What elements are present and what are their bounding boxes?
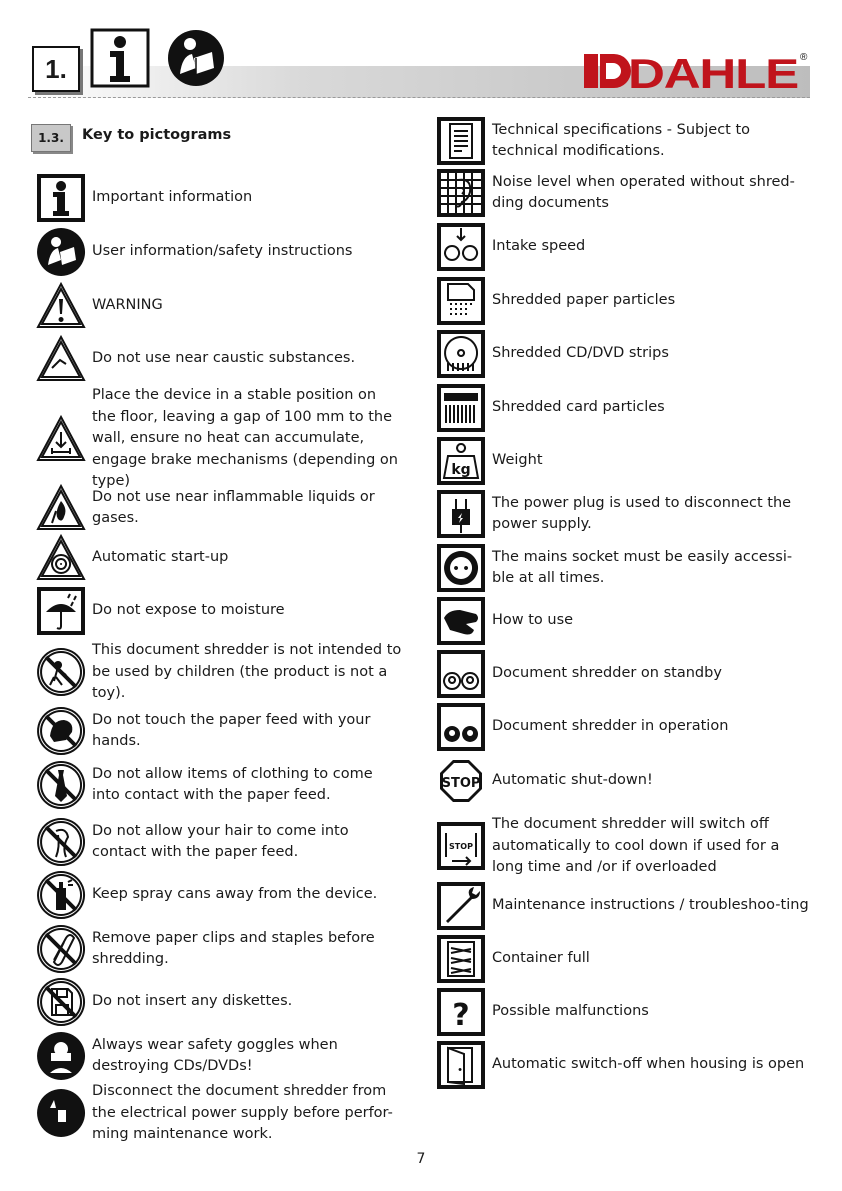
- no-paperclip-icon: [36, 924, 86, 974]
- dahle-logo: [584, 48, 810, 92]
- ear-noise-icon: [436, 168, 486, 218]
- pictogram-row: [36, 760, 402, 810]
- container-full-icon: [436, 934, 486, 984]
- pictogram-description: Do not allow items of clothing to come into contact with the paper feed.: [92, 765, 373, 803]
- pictogram-row: [436, 649, 810, 699]
- pictogram-description: Shredded CD/DVD strips: [492, 345, 669, 362]
- wrench-icon: [436, 881, 486, 931]
- pictogram-row: [436, 383, 810, 433]
- pictogram-description: Shredded paper particles: [492, 292, 676, 309]
- pictogram-row: [436, 116, 810, 166]
- svg-text:STOP: STOP: [449, 842, 473, 852]
- logo-text: DAHLE: [628, 50, 798, 92]
- pictogram-description: Technical specifications - Subject to technical modifications.: [492, 121, 751, 159]
- document-icon: [436, 116, 486, 166]
- pictogram-row: [436, 934, 810, 984]
- pictogram-description: Automatic start-up: [92, 549, 229, 566]
- pictogram-row: [36, 173, 402, 223]
- pictogram-row: [36, 640, 402, 705]
- paper-particles-icon: [436, 276, 486, 326]
- pictogram-row: [36, 533, 402, 583]
- header-divider: [28, 97, 810, 98]
- pictogram-row: [436, 987, 810, 1037]
- pictogram-description: Place the device in a stable position on the floor, leaving a gap of 100 mm to the wall, ensure no heat can accumulate, engage brake mechanisms (depending on type): [92, 387, 398, 489]
- pictogram-description: Always wear safety goggles when destroying CDs/DVDs!: [92, 1036, 338, 1074]
- pictogram-row: [436, 329, 810, 379]
- pictogram-description: Disconnect the document shredder from the electrical power supply before perfor-ming maintenance work.: [92, 1083, 393, 1142]
- pictogram-row: [36, 385, 402, 493]
- pictogram-row: [36, 1081, 402, 1146]
- intake-speed-icon: [436, 222, 486, 272]
- logo-registered-mark: ®: [800, 52, 808, 63]
- weight-icon: [436, 436, 486, 486]
- svg-text:STOP: STOP: [441, 776, 481, 791]
- no-hands-icon: [36, 706, 86, 756]
- pictogram-row: [36, 281, 402, 331]
- pictogram-description: Do not allow your hair to come into contact with the paper feed.: [92, 822, 349, 860]
- pictogram-description: Do not expose to moisture: [92, 602, 285, 619]
- no-diskette-icon: [36, 977, 86, 1027]
- pictogram-description: Automatic switch-off when housing is open: [492, 1056, 805, 1073]
- gears-operation-icon: [436, 702, 486, 752]
- gears-standby-icon: [436, 649, 486, 699]
- pictogram-row: [436, 276, 810, 326]
- pictogram-description: WARNING: [92, 297, 163, 314]
- caustic-icon: [36, 334, 86, 384]
- pictogram-description: Document shredder in operation: [492, 718, 729, 735]
- no-tie-icon: [36, 760, 86, 810]
- pictogram-description: The document shredder will switch off automatically to cool down if used for a long time and /or if overloaded: [492, 816, 780, 875]
- pictogram-row: [436, 1040, 810, 1090]
- read-manual-icon: [36, 227, 86, 277]
- card-particles-icon: [436, 383, 486, 433]
- pictogram-description: Noise level when operated without shred-ding documents: [492, 173, 795, 211]
- no-hair-icon: [36, 817, 86, 867]
- pictogram-row: [436, 756, 810, 806]
- socket-icon: [436, 543, 486, 593]
- pictogram-row: [36, 817, 402, 867]
- pictogram-description: Remove paper clips and staples before shredding.: [92, 929, 375, 967]
- stop-icon: [436, 756, 486, 806]
- pictogram-row: [436, 702, 810, 752]
- pictogram-row: [36, 483, 402, 533]
- auto-start-icon: [36, 533, 86, 583]
- pictogram-row: [36, 924, 402, 974]
- pictogram-row: [436, 596, 810, 646]
- svg-text:kg: kg: [451, 462, 471, 478]
- pictogram-description: The power plug is used to disconnect the power supply.: [492, 494, 792, 532]
- no-spray-icon: [36, 870, 86, 920]
- svg-text:?: ?: [452, 998, 470, 1033]
- pictogram-row: [36, 706, 402, 756]
- pictogram-description: Maintenance instructions / troubleshoo-ting: [492, 897, 809, 914]
- pictogram-row: [36, 586, 402, 636]
- section-number: 1.3.: [31, 124, 71, 152]
- pictogram-row: [436, 489, 810, 539]
- question-icon: [436, 987, 486, 1037]
- pictogram-description: Do not touch the paper feed with your hands.: [92, 711, 371, 749]
- pictogram-description: Keep spray cans away from the device.: [92, 886, 378, 903]
- pictogram-description: Important information: [92, 189, 253, 206]
- pictogram-description: Do not insert any diskettes.: [92, 993, 293, 1010]
- pictogram-description: Container full: [492, 950, 590, 967]
- read-manual-icon: [166, 28, 226, 88]
- info-icon: [36, 173, 86, 223]
- pictogram-description: Do not use near caustic substances.: [92, 350, 356, 367]
- pictogram-row: [436, 814, 810, 879]
- pictogram-row: [36, 870, 402, 920]
- pictogram-row: [436, 168, 810, 218]
- pictogram-description: The mains socket must be easily accessi-ble at all times.: [492, 548, 793, 586]
- pictogram-description: Weight: [492, 452, 543, 469]
- pictogram-row: [36, 334, 402, 384]
- pictogram-description: Intake speed: [492, 238, 586, 255]
- hand-icon: [436, 596, 486, 646]
- info-icon: [90, 28, 150, 88]
- pictogram-row: [436, 222, 810, 272]
- pictogram-description: User information/safety instructions: [92, 243, 353, 260]
- cd-strips-icon: [436, 329, 486, 379]
- warning-icon: [36, 281, 86, 331]
- pictogram-description: This document shredder is not intended to be used by children (the product is not a toy).: [92, 642, 402, 701]
- thermal-stop-icon: [436, 821, 486, 871]
- pictogram-description: Shredded card particles: [492, 399, 665, 416]
- no-children-icon: [36, 647, 86, 697]
- stable-position-icon: [36, 414, 86, 464]
- goggles-icon: [36, 1031, 86, 1081]
- pictogram-row: [436, 881, 810, 931]
- pictogram-description: Do not use near inflammable liquids or gases.: [92, 488, 375, 526]
- flammable-icon: [36, 483, 86, 533]
- page-number: 7: [416, 1151, 426, 1167]
- pictogram-row: [36, 1031, 402, 1081]
- pictogram-description: Possible malfunctions: [492, 1003, 649, 1020]
- pictogram-row: [436, 543, 810, 593]
- door-open-icon: [436, 1040, 486, 1090]
- pictogram-description: How to use: [492, 612, 574, 629]
- chapter-number: 1.: [32, 46, 80, 92]
- power-plug-icon: [436, 489, 486, 539]
- umbrella-icon: [36, 586, 86, 636]
- pictogram-description: Automatic shut-down!: [492, 772, 653, 789]
- pictogram-description: Document shredder on standby: [492, 665, 722, 682]
- section-title: Key to pictograms: [82, 127, 232, 143]
- pictogram-row: [436, 436, 810, 486]
- unplug-icon: [36, 1088, 86, 1138]
- pictogram-row: [36, 227, 402, 277]
- pictogram-row: [36, 977, 402, 1027]
